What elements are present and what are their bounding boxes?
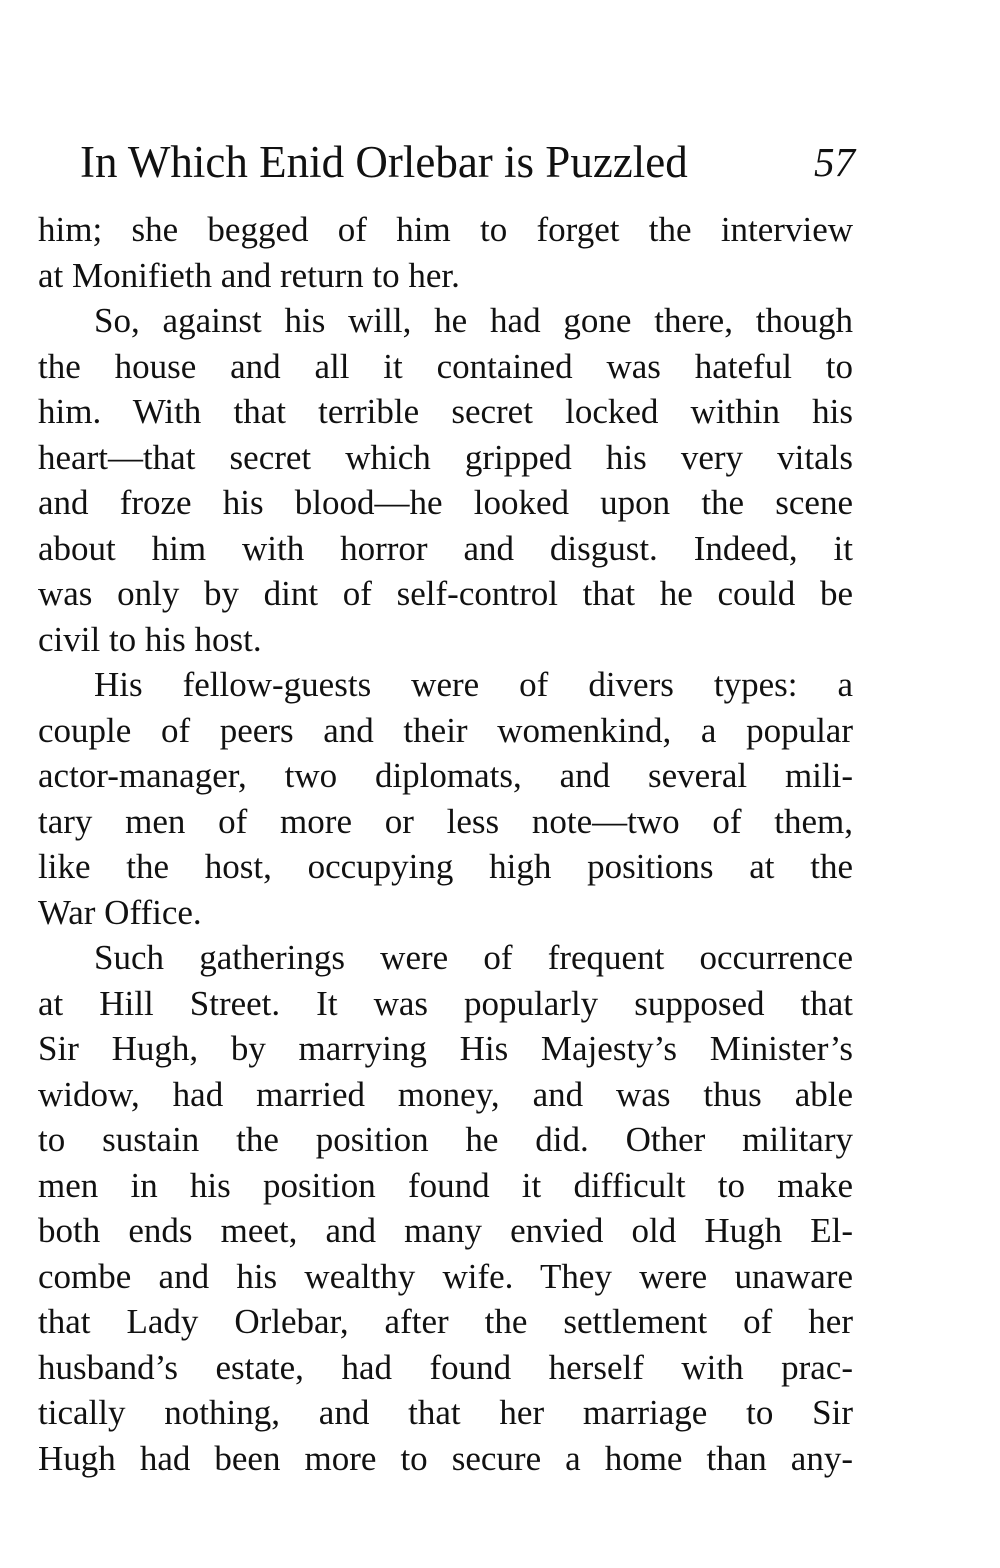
text-line: actor-manager, two diplomats, and several mili-: [38, 756, 853, 795]
text-line: Sir Hugh, by marrying His Majesty’s Minister’s: [38, 1029, 853, 1068]
text-line: So, against his will, he had gone there, though: [94, 301, 853, 340]
text-line: husband’s estate, had found herself with prac-: [38, 1347, 853, 1387]
text-line: civil to his host.: [38, 619, 262, 659]
text-line: him; she begged of him to forget the interview: [38, 210, 853, 249]
text-line: both ends meet, and many envied old Hugh El-: [38, 1211, 853, 1250]
text-line: and froze his blood—he looked upon the scene: [38, 483, 853, 522]
text-line: about him with horror and disgust. Indeed, it: [38, 528, 853, 568]
text-line: that Lady Orlebar, after the settlement of her: [38, 1302, 853, 1341]
text-line: Hugh had been more to secure a home than any-: [38, 1438, 853, 1478]
text-line: the house and all it contained was hateful to: [38, 346, 853, 386]
text-line: like the host, occupying high positions at the: [38, 847, 853, 886]
chapter-title: In Which Enid Orlebar is Puzzled: [80, 137, 688, 187]
text-line: tary men of more or less note—two of them,: [38, 801, 853, 841]
text-line: to sustain the position he did. Other military: [38, 1120, 853, 1159]
text-line: tically nothing, and that her marriage to Sir: [38, 1393, 853, 1432]
text-line: at Hill Street. It was popularly supposed that: [38, 983, 853, 1023]
text-line: at Monifieth and return to her.: [38, 255, 460, 295]
body-text: [38, 207, 853, 1481]
text-line: was only by dint of self-control that he could be: [38, 574, 853, 613]
text-line: His fellow-guests were of divers types: a: [94, 665, 853, 704]
text-line: combe and his wealthy wife. They were unaware: [38, 1256, 853, 1296]
text-line: heart—that secret which gripped his very vitals: [38, 437, 853, 477]
text-line: War Office.: [38, 892, 202, 932]
text-line: widow, had married money, and was thus able: [38, 1074, 853, 1114]
running-head: [80, 132, 855, 192]
text-line: men in his position found it difficult to make: [38, 1165, 853, 1205]
page-number: 57: [814, 139, 855, 185]
text-line: Such gatherings were of frequent occurrence: [94, 938, 853, 977]
text-line: him. With that terrible secret locked within his: [38, 392, 853, 431]
text-line: couple of peers and their womenkind, a popular: [38, 710, 853, 750]
